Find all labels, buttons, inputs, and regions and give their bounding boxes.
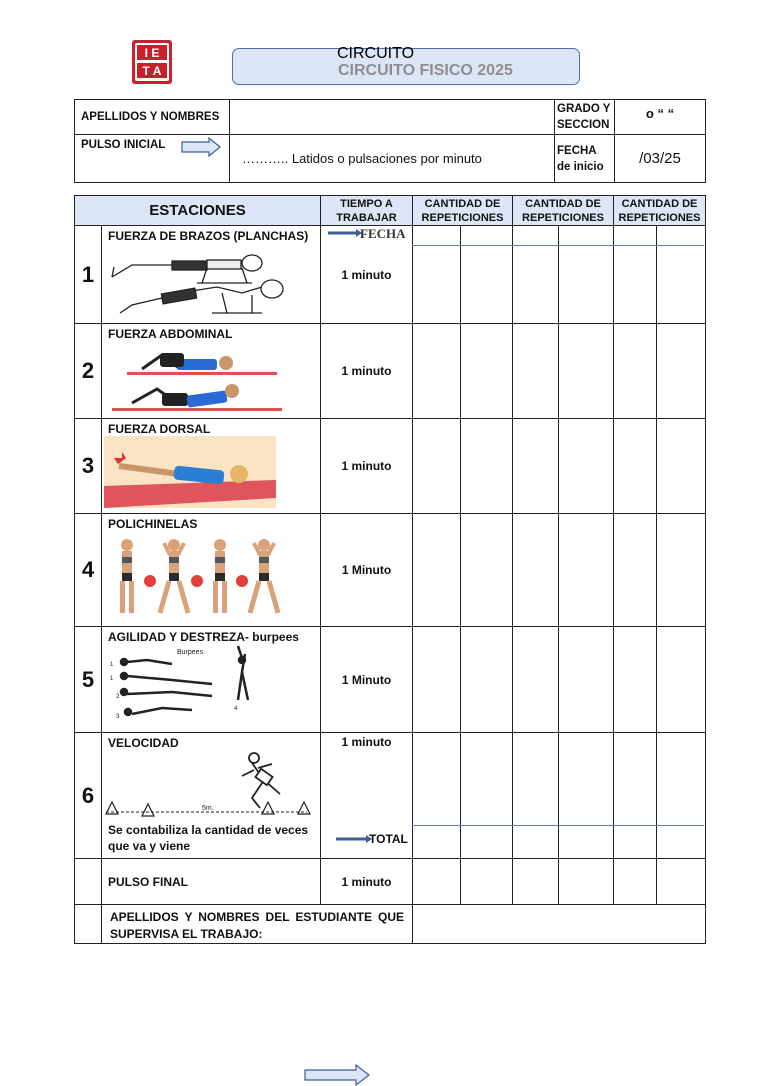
rep-cell[interactable] xyxy=(657,419,706,514)
rep-cell[interactable] xyxy=(513,627,559,733)
burpee-figures-icon xyxy=(102,644,302,726)
total-line xyxy=(412,825,704,826)
svg-text:4: 4 xyxy=(234,706,238,712)
arrow-right-icon xyxy=(304,1064,370,1086)
rep-cell[interactable] xyxy=(559,859,614,905)
rep-cell[interactable] xyxy=(614,514,657,627)
rep-cell[interactable] xyxy=(461,859,513,905)
pulso-final-label: PULSO FINAL xyxy=(108,874,188,889)
station-name: FUERZA ABDOMINAL xyxy=(108,327,233,341)
rep-cell[interactable] xyxy=(559,324,614,419)
rep-cell[interactable] xyxy=(657,859,706,905)
table-row xyxy=(75,859,706,905)
empty-number-cell xyxy=(75,859,102,905)
svg-text:1: 1 xyxy=(110,676,114,682)
burpees-caption: Burpees xyxy=(177,649,204,656)
station-number: 3 xyxy=(75,419,102,514)
col-estaciones: ESTACIONES xyxy=(75,196,321,226)
rep-cell[interactable] xyxy=(559,226,614,324)
pushup-figures-icon xyxy=(102,243,302,319)
station-time: 1 minuto xyxy=(321,226,413,324)
school-logo xyxy=(130,38,174,86)
station-name: FUERZA DORSAL xyxy=(108,422,211,436)
station-number: 6 xyxy=(75,733,102,859)
rep-cell[interactable] xyxy=(657,514,706,627)
apellidos-label: APELLIDOS Y NOMBRES xyxy=(75,100,230,135)
apellidos-field[interactable] xyxy=(230,100,555,135)
rep-cell[interactable] xyxy=(413,514,461,627)
rep-cell[interactable] xyxy=(513,514,559,627)
total-arrow-icon xyxy=(336,835,372,843)
supervisor-label: APELLIDOS Y NOMBRES DEL ESTUDIANTE QUE SUPERVISA EL TRABAJO: xyxy=(102,905,413,944)
svg-text:T A: T A xyxy=(142,64,162,78)
fecha-arrow-icon xyxy=(328,229,362,237)
rep-cell[interactable] xyxy=(614,733,657,859)
jumping-jack-figures-icon xyxy=(102,531,302,621)
rep-cell[interactable] xyxy=(413,419,461,514)
rep-cell[interactable] xyxy=(413,733,461,859)
fecha-marker: FECHA xyxy=(360,226,406,241)
rep-cell[interactable] xyxy=(513,859,559,905)
rep-cell[interactable] xyxy=(614,627,657,733)
station-time: 1 minuto xyxy=(341,735,392,749)
fecha-field[interactable]: /03/25 xyxy=(615,135,706,183)
back-extension-figure-icon xyxy=(104,436,284,508)
rep-cell[interactable] xyxy=(559,733,614,859)
rep-cell[interactable] xyxy=(413,324,461,419)
rep-cell[interactable] xyxy=(614,859,657,905)
svg-text:3: 3 xyxy=(116,714,120,720)
fecha-label: FECHA de inicio xyxy=(555,135,615,183)
rep-cell[interactable] xyxy=(513,733,559,859)
page-subtitle: CIRCUITO FISICO 2025 xyxy=(338,62,513,79)
rep-cell[interactable] xyxy=(513,324,559,419)
table-row xyxy=(75,324,706,419)
fecha-line xyxy=(412,245,704,246)
rep-cell[interactable] xyxy=(614,226,657,324)
rep-cell[interactable] xyxy=(657,733,706,859)
shuttle-run-figure-icon xyxy=(102,750,314,822)
table-row xyxy=(75,905,706,944)
col-tiempo: TIEMPO A TRABAJAR xyxy=(321,196,413,226)
rep-cell[interactable] xyxy=(559,514,614,627)
svg-text:1: 1 xyxy=(110,662,114,668)
rep-cell[interactable] xyxy=(413,627,461,733)
station-note: Se contabiliza la cantidad de veces que va y viene xyxy=(108,823,309,853)
rep-cell[interactable] xyxy=(559,627,614,733)
table-row xyxy=(75,627,706,733)
rep-cell[interactable] xyxy=(513,419,559,514)
station-number: 4 xyxy=(75,514,102,627)
station-cell xyxy=(102,419,321,514)
rep-cell[interactable] xyxy=(461,324,513,419)
rep-cell[interactable] xyxy=(657,226,706,324)
rep-cell[interactable] xyxy=(461,627,513,733)
grado-field[interactable]: o “ “ xyxy=(615,100,706,135)
table-row xyxy=(75,419,706,514)
table-row xyxy=(75,514,706,627)
station-time: 1 minuto xyxy=(321,419,413,514)
station-time: 1 Minuto xyxy=(321,514,413,627)
total-marker: TOTAL xyxy=(369,832,408,846)
station-cell xyxy=(102,733,321,859)
rep-cell[interactable] xyxy=(657,627,706,733)
station-name: POLICHINELAS xyxy=(108,517,198,531)
pulso-final-cell xyxy=(102,859,321,905)
col-cantidad-3: CANTIDAD DE REPETICIONES xyxy=(614,196,706,226)
col-cantidad-2: CANTIDAD DE REPETICIONES xyxy=(513,196,614,226)
station-name: AGILIDAD Y DESTREZA- burpees xyxy=(108,630,299,644)
station-cell xyxy=(102,514,321,627)
station-number: 5 xyxy=(75,627,102,733)
rep-cell[interactable] xyxy=(413,226,461,324)
station-name: FUERZA DE BRAZOS (PLANCHAS) xyxy=(108,229,309,243)
station-cell xyxy=(102,324,321,419)
rep-cell[interactable] xyxy=(413,859,461,905)
supervisor-field[interactable] xyxy=(413,905,706,944)
station-time: 1 minuto xyxy=(321,324,413,419)
rep-cell[interactable] xyxy=(461,514,513,627)
station-number: 1 xyxy=(75,226,102,324)
rep-cell[interactable] xyxy=(513,226,559,324)
empty-number-cell xyxy=(75,905,102,944)
station-time: 1 Minuto xyxy=(321,627,413,733)
col-cantidad-1: CANTIDAD DE REPETICIONES xyxy=(413,196,513,226)
station-number: 2 xyxy=(75,324,102,419)
page-title: CIRCUITO xyxy=(337,45,415,62)
svg-text:I E: I E xyxy=(144,46,160,60)
rep-cell[interactable] xyxy=(461,226,513,324)
pulso-inicial-field[interactable]: ……….. Latidos o pulsaciones por minuto xyxy=(230,135,555,183)
pulso-final-time: 1 minuto xyxy=(321,859,413,905)
pulso-inicial-label: PULSO INICIAL xyxy=(81,139,166,151)
rep-cell[interactable] xyxy=(559,419,614,514)
station-cell xyxy=(102,627,321,733)
rep-cell[interactable] xyxy=(461,733,513,859)
rep-cell[interactable] xyxy=(461,419,513,514)
arrow-right-icon xyxy=(181,137,221,157)
distance-label: 5m. xyxy=(202,805,214,812)
station-cell xyxy=(102,226,321,324)
grado-label: GRADO Y SECCION xyxy=(555,100,615,135)
svg-text:2: 2 xyxy=(116,694,120,700)
station-name: VELOCIDAD xyxy=(108,736,179,750)
rep-cell[interactable] xyxy=(657,324,706,419)
crunch-figures-icon xyxy=(102,341,312,415)
pulso-inicial-cell xyxy=(75,135,230,183)
rep-cell[interactable] xyxy=(614,419,657,514)
student-info-table xyxy=(74,99,706,183)
rep-cell[interactable] xyxy=(614,324,657,419)
